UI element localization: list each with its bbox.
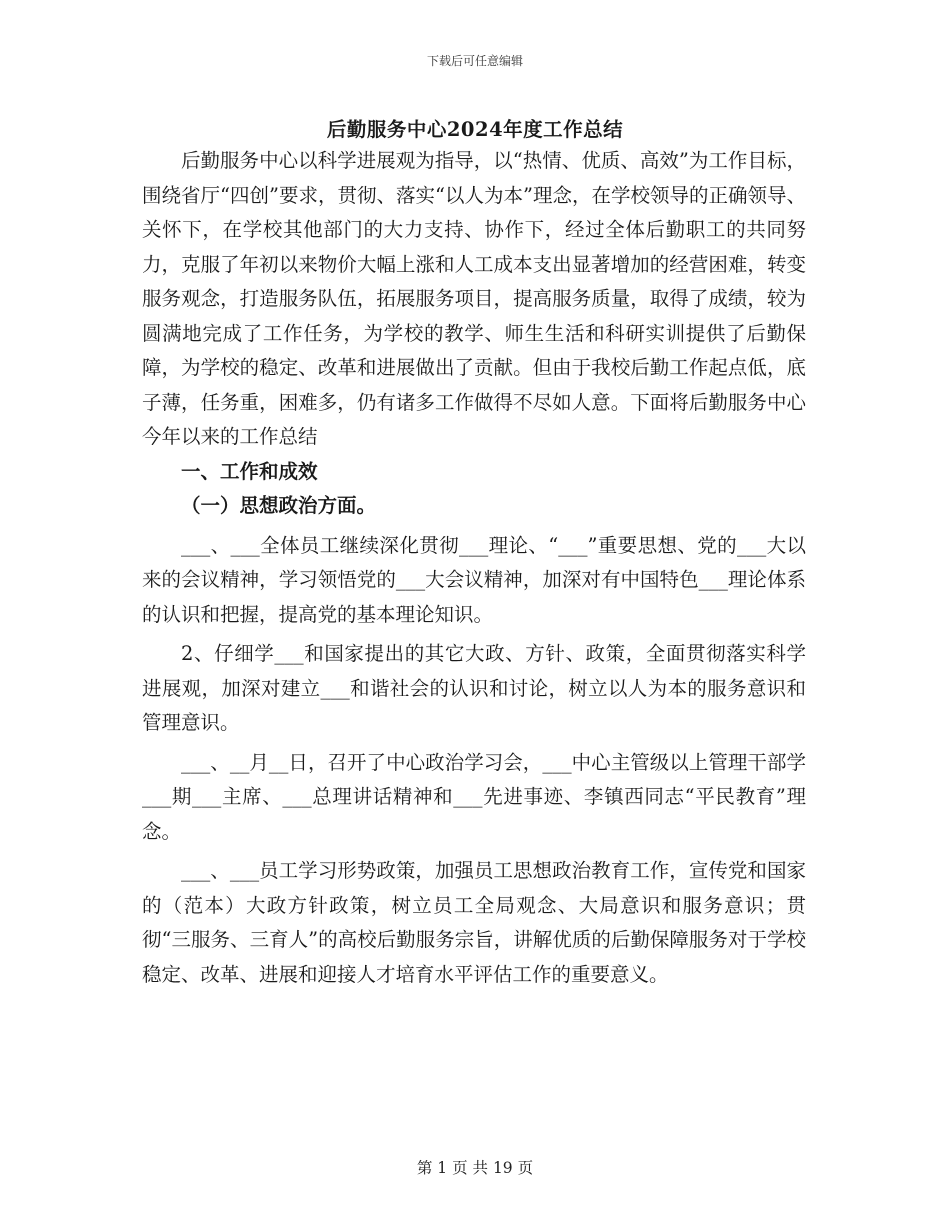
document-title: 后勤服务中心2024年度工作总结 [326, 118, 624, 141]
intro-paragraph: 后勤服务中心以科学进展观为指导，以“热情、优质、高效”为工作目标，围绕省厅“四创”要求，贯彻、落实“以人为本”理念，在学校领导的正确领导、关怀下，在学校其他部门的大力支持、协作下，经过全体后勤职工的共同努力，克服了年初以来物价大幅上涨和人工成本支出显著增加的经营困难，转变服务观念，打造服务队伍，拓展服务项目，提高服务质量，取得了成绩，较为圆满地完成了工作任务，为学校的教学、师生生活和科研实训提供了后勤保障，为学校的稳定、改革和进展做出了贡献。但由于我校后勤工作起点低，底子薄，任务重，困难多，仍有诸多工作做得不尽如人意。下面将后勤服务中心今年以来的工作总结 [142, 149, 806, 448]
list-item-4: ___、___员工学习形势政策，加强员工思想政治教育工作，宣传党和国家的（范本）大政方针政策，树立员工全局观念、大局意识和服务意识；贯彻“三服务、三育人”的高校后勤服务宗旨，讲解优质的后勤保障服务对于学校稳定、改革、进展和迎接人才培育水平评估工作的重要意义。 [142, 859, 806, 986]
section-heading: 一、工作和成效 [181, 459, 318, 483]
subsection-heading: （一）思想政治方面。 [181, 494, 377, 517]
list-item-1: ___、___全体员工继续深化贯彻___理论、“___”重要思想、党的___大以来的会议精神，学习领悟党的___大会议精神，加深对有中国特色___理论体系的认识和把握，提高党的基本理论知识。 [142, 533, 806, 626]
list-item-3: ___、__月__日，召开了中心政治学习会，___中心主管级以上管理干部学___期___主席、___总理讲话精神和___先进事迹、李镇西同志“平民教育”理念。 [142, 750, 806, 843]
document-body [142, 144, 806, 992]
page-header-note: 下载后可任意编辑 [426, 54, 523, 68]
list-item-2: 2、仔细学___和国家提出的其它大政、方针、政策，全面贯彻落实科学进展观，加深对建立___和谐社会的认识和讨论，树立以人为本的服务意识和管理意识。 [142, 642, 806, 734]
page-footer: 第 1 页 共 19 页 [416, 1159, 534, 1177]
